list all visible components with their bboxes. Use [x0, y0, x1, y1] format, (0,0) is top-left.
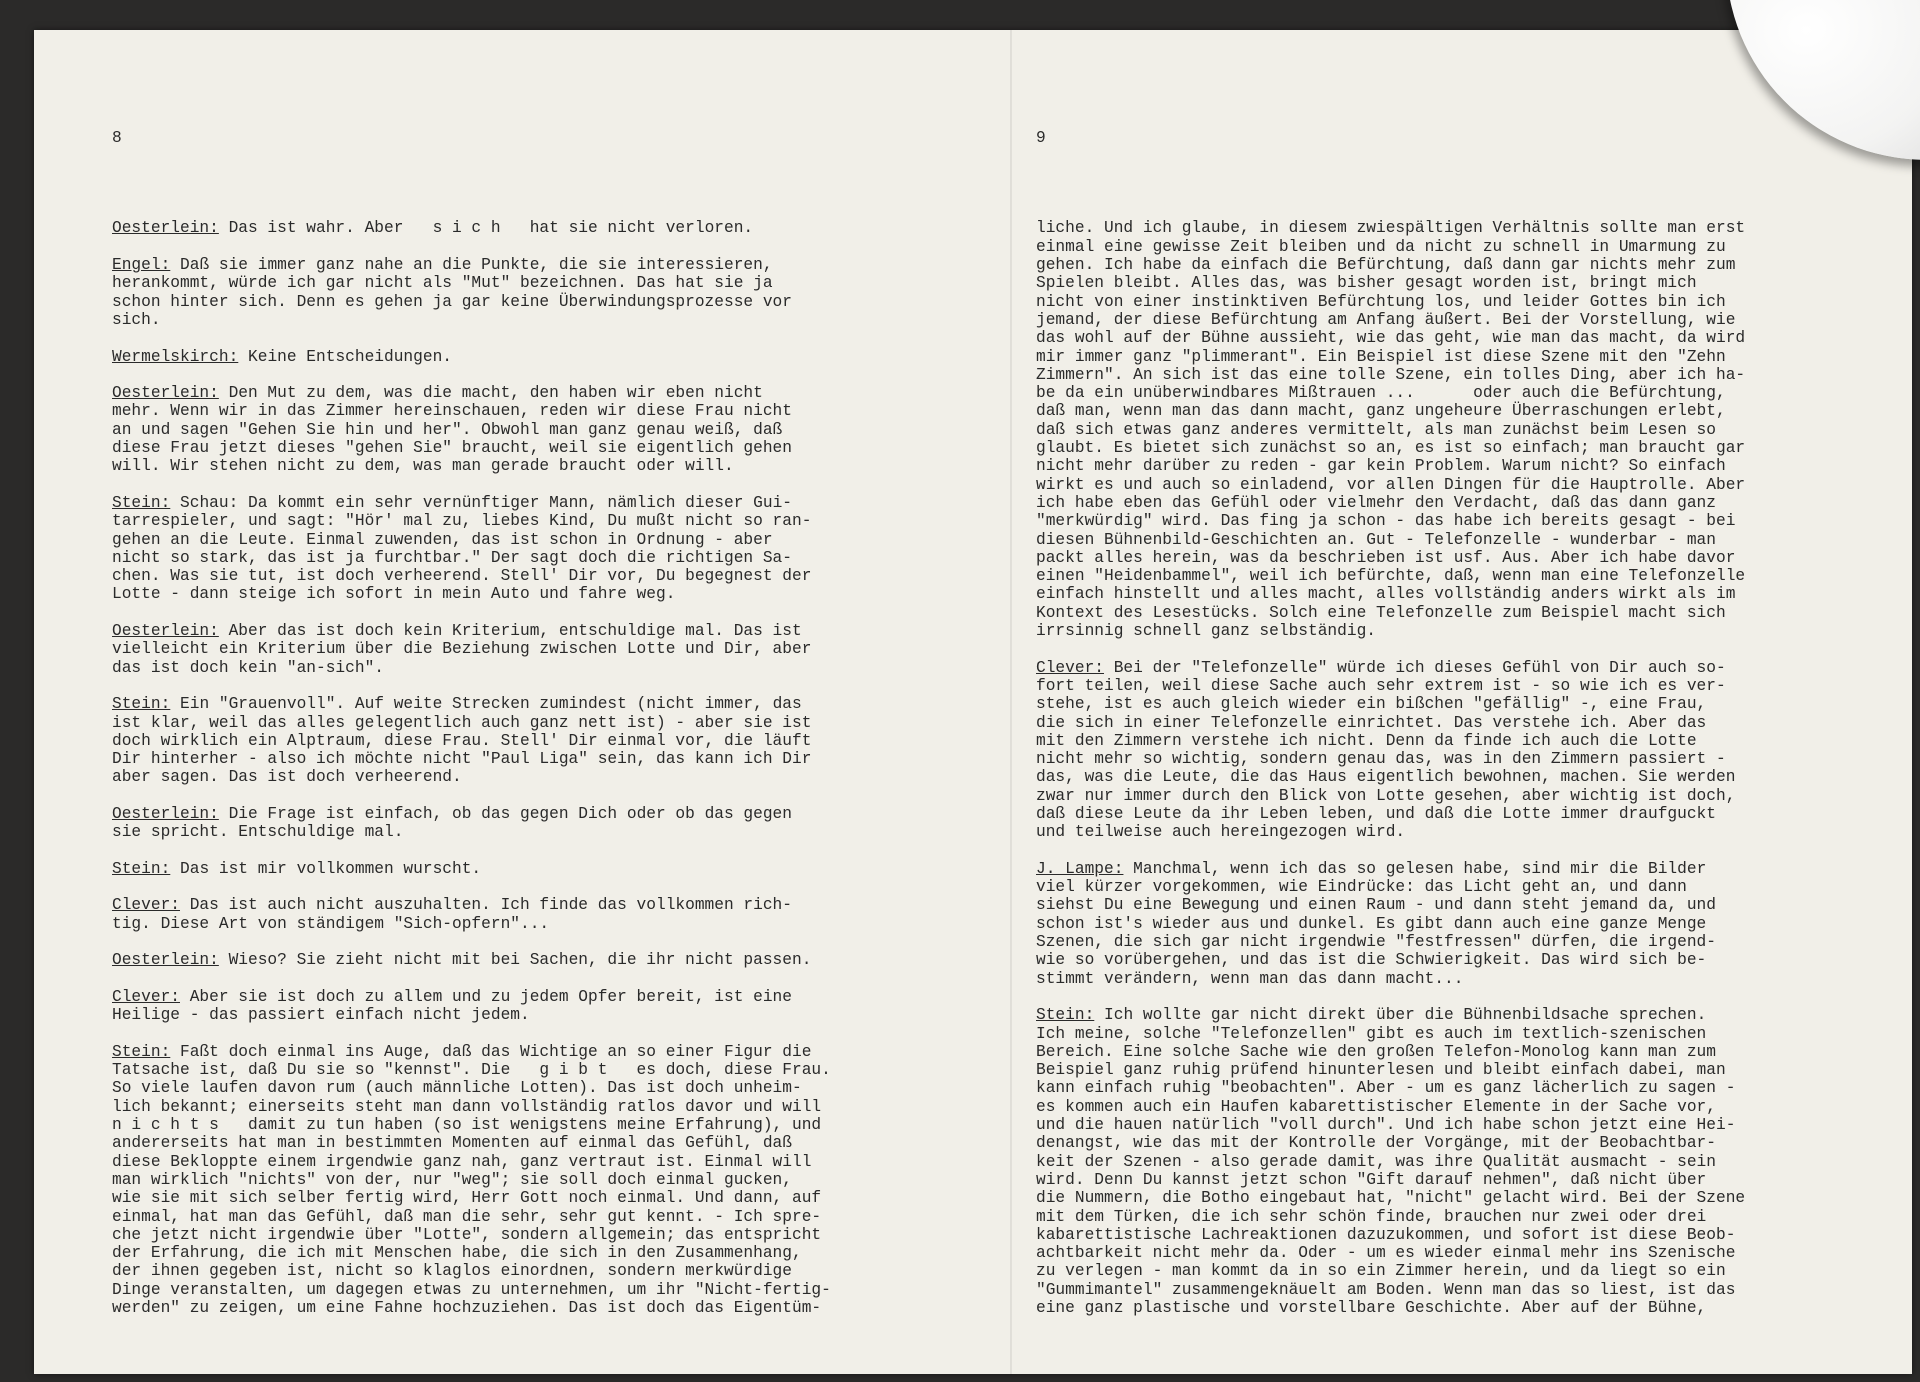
- line-text: daß man, wenn man das dann macht, ganz ungeheure Überraschungen erlebt,: [1036, 402, 1726, 421]
- text-line: [1036, 1006, 1876, 1024]
- line-text: herankommt, würde ich gar nicht als "Mut" bezeichnen. Das hat sie ja: [112, 274, 773, 293]
- line-text: einmal eine gewisse Zeit bleiben und da nicht zu schnell in Umarmung zu: [1036, 237, 1726, 256]
- text-line: [1036, 256, 1876, 274]
- line-text: Die Frage ist einfach, ob das gegen Dich oder ob das gegen: [218, 804, 792, 823]
- line-text: Beispiel ganz ruhig prüfend hinunterlesen und bleibt einfach dabei, man: [1036, 1061, 1726, 1080]
- line-text: Aber sie ist doch zu allem und zu jedem Opfer bereit, ist eine: [180, 987, 792, 1006]
- line-text: nicht mehr so wichtig, sondern genau das, was in den Zimmern passiert -: [1036, 750, 1726, 769]
- text-line: [112, 695, 952, 713]
- line-text: mehr. Wenn wir in das Zimmer hereinschauen, reden wir diese Frau nicht: [112, 402, 792, 421]
- line-text: diese Bekloppte einem irgendwie ganz nah, ganz vertraut ist. Einmal will: [112, 1152, 812, 1171]
- text-line: [112, 274, 952, 292]
- text-line: [1036, 768, 1876, 786]
- text-line: [1036, 659, 1876, 677]
- line-text: lich bekannt; einerseits steht man dann vollständig ratlos davor und will: [112, 1097, 822, 1116]
- text-line: [1036, 1299, 1876, 1317]
- line-text: nicht von einer instinktiven Befürchtung los, und leider Gottes bin ich: [1036, 292, 1726, 311]
- page-number: 9: [1036, 128, 1046, 147]
- line-text: ich habe eben das Gefühl oder vielmehr den Verdacht, daß das dann ganz: [1036, 493, 1716, 512]
- line-text: die Nummern, die Botho eingebaut hat, "nicht" gelacht wird. Bei der Szene: [1036, 1189, 1746, 1208]
- text-line: [112, 421, 952, 439]
- text-line: [1036, 348, 1876, 366]
- text-line: [112, 311, 952, 329]
- text-line: [1036, 750, 1876, 768]
- line-text: Aber das ist doch kein Kriterium, entschuldige mal. Das ist: [218, 622, 802, 641]
- line-text: man wirklich "nichts" von der, nur "weg"; sie soll doch einmal gucken,: [112, 1170, 792, 1189]
- text-line: [1036, 585, 1876, 603]
- line-text: das ist doch kein "an-sich".: [112, 658, 384, 677]
- text-line: [112, 951, 952, 969]
- text-line: [1036, 457, 1876, 475]
- text-line: [1036, 384, 1876, 402]
- text-line: [1036, 1043, 1876, 1061]
- speaker-name: Oesterlein:: [112, 951, 219, 970]
- speaker-name: Stein:: [1036, 1006, 1095, 1025]
- text-line: [112, 1006, 952, 1024]
- speaker-name: Stein:: [112, 695, 171, 714]
- paragraph: [112, 494, 952, 604]
- text-line: [1036, 622, 1876, 640]
- line-text: die sich in einer Telefonzelle einrichtet. Das verstehe ich. Aber das: [1036, 713, 1707, 732]
- speaker-name: Stein:: [112, 493, 171, 512]
- line-text: Schau: Da kommt ein sehr vernünftiger Mann, nämlich dieser Gui-: [170, 493, 792, 512]
- text-line: [1036, 567, 1876, 585]
- text-line: [1036, 1244, 1876, 1262]
- paragraph: [112, 219, 952, 237]
- text-line: [112, 567, 952, 585]
- line-text: kabarettistische Lachreaktionen dazuzukommen, und sofort ist diese Beob-: [1036, 1225, 1736, 1244]
- line-text: wirkt es und auch so einladend, vor allen Dingen für die Hauptrolle. Aber: [1036, 475, 1746, 494]
- text-line: [112, 293, 952, 311]
- text-line: [1036, 329, 1876, 347]
- paragraph: [112, 622, 952, 677]
- paragraph: [112, 860, 952, 878]
- line-text: Das ist wahr. Aber s i c h hat sie nicht verloren.: [218, 219, 754, 238]
- line-text: Kontext des Lesestücks. Solch eine Telefonzelle zum Beispiel macht sich: [1036, 603, 1726, 622]
- paragraph: [1036, 659, 1876, 842]
- text-line: [112, 384, 952, 402]
- line-text: doch wirklich ein Alptraum, diese Frau. Stell' Dir einmal vor, die läuft: [112, 731, 812, 750]
- speaker-name: Clever:: [112, 987, 180, 1006]
- text-line: [112, 1116, 952, 1134]
- line-text: Keine Entscheidungen.: [238, 347, 453, 366]
- paragraph: [112, 988, 952, 1025]
- line-text: Dir hinterher - also ich möchte nicht "Paul Liga" sein, das kann ich Dir: [112, 750, 812, 769]
- line-text: n i c h t s damit zu tun haben (so ist wenigstens meine Erfahrung), und: [112, 1116, 822, 1135]
- left-body: [112, 219, 952, 1317]
- line-text: Heilige - das passiert einfach nicht jedem.: [112, 1006, 530, 1025]
- text-line: [1036, 219, 1876, 237]
- text-line: [112, 860, 952, 878]
- line-text: sich.: [112, 310, 161, 329]
- text-line: [1036, 878, 1876, 896]
- text-line: [112, 805, 952, 823]
- text-line: [112, 1061, 952, 1079]
- text-line: [112, 1262, 952, 1280]
- text-line: [1036, 732, 1876, 750]
- line-text: der ihnen gegeben ist, nicht so klaglos einordnen, sondern merkwürdige: [112, 1262, 792, 1281]
- text-line: [1036, 1226, 1876, 1244]
- line-text: siehst Du eine Bewegung und einen Raum - und dann steht jemand da, und: [1036, 896, 1716, 915]
- line-text: einmal, hat man das Gefühl, daß man die sehr, sehr gut kennt. - Ich spre-: [112, 1207, 822, 1226]
- text-line: [1036, 494, 1876, 512]
- line-text: das, was die Leute, die das Haus eigentlich bewohnen, machen. Sie werden: [1036, 768, 1736, 787]
- text-line: [1036, 1079, 1876, 1097]
- paragraph: [112, 695, 952, 786]
- line-text: jemand, der diese Befürchtung am Anfang äußert. Bei der Vorstellung, wie: [1036, 310, 1736, 329]
- line-text: an und sagen "Gehen Sie hin und her". Obwohl man ganz genau weiß, daß: [112, 420, 783, 439]
- paragraph: [112, 384, 952, 475]
- text-line: [112, 714, 952, 732]
- text-line: [112, 531, 952, 549]
- line-text: Ich wollte gar nicht direkt über die Bühnenbildsache sprechen.: [1094, 1006, 1707, 1025]
- line-text: Ich meine, solche "Telefonzellen" gibt es auch im textlich-szenischen: [1036, 1024, 1707, 1043]
- text-line: [1036, 1208, 1876, 1226]
- text-line: [1036, 1262, 1876, 1280]
- text-line: [1036, 421, 1876, 439]
- line-text: packt alles herein, was da beschrieben ist usf. Aus. Aber ich habe davor: [1036, 548, 1736, 567]
- text-line: [1036, 714, 1876, 732]
- line-text: wie so vorübergehen, und das ist die Schwierigkeit. Das wird sich be-: [1036, 951, 1707, 970]
- speaker-name: Oesterlein:: [112, 384, 219, 403]
- text-line: [112, 494, 952, 512]
- text-line: [1036, 970, 1876, 988]
- line-text: nicht so stark, das ist ja furchtbar." Der sagt doch die richtigen Sa-: [112, 548, 792, 567]
- text-line: [112, 348, 952, 366]
- line-text: Den Mut zu dem, was die macht, den haben wir eben nicht: [218, 384, 763, 403]
- line-text: Das ist auch nicht auszuhalten. Ich finde das vollkommen rich-: [180, 896, 792, 915]
- line-text: schon ist's wieder aus und dunkel. Es gibt dann auch eine ganze Menge: [1036, 914, 1707, 933]
- text-line: [112, 1281, 952, 1299]
- speaker-name: Stein:: [112, 1042, 171, 1061]
- line-text: Faßt doch einmal ins Auge, daß das Wichtige an so einer Figur die: [170, 1042, 812, 1061]
- paragraph: [112, 896, 952, 933]
- text-line: [1036, 1116, 1876, 1134]
- line-text: daß sich etwas ganz anderes vermittelt, als man zunächst beim Lesen so: [1036, 420, 1716, 439]
- line-text: Wieso? Sie zieht nicht mit bei Sachen, die ihr nicht passen.: [218, 951, 812, 970]
- speaker-name: Engel:: [112, 256, 171, 275]
- text-line: [112, 585, 952, 603]
- line-text: Lotte - dann steige ich sofort in mein Auto und fahre weg.: [112, 585, 676, 604]
- text-line: [1036, 1061, 1876, 1079]
- line-text: daß diese Leute da ihr Leben leben, und daß die Lotte immer draufguckt: [1036, 804, 1716, 823]
- line-text: Das ist mir vollkommen wurscht.: [170, 859, 482, 878]
- text-line: [112, 750, 952, 768]
- line-text: "Gummimantel" zusammengeknäuelt am Boden. Wenn man das so liest, ist das: [1036, 1280, 1736, 1299]
- text-line: [112, 622, 952, 640]
- line-text: diese Frau jetzt dieses "gehen Sie" braucht, weil sie eigentlich gehen: [112, 439, 792, 458]
- paragraph: [112, 348, 952, 366]
- text-line: [112, 823, 952, 841]
- speaker-name: Oesterlein:: [112, 219, 219, 238]
- paragraph: [112, 951, 952, 969]
- line-text: das wohl auf der Bühne aussieht, wie das geht, wie man das macht, da wird: [1036, 329, 1746, 348]
- right-body: [1036, 219, 1876, 1317]
- text-line: [112, 219, 952, 237]
- line-text: einen "Heidenbammel", weil ich befürchte, daß, wenn man eine Telefonzelle: [1036, 567, 1746, 586]
- text-line: [112, 457, 952, 475]
- line-text: So viele laufen davon rum (auch männliche Lotten). Das ist doch unheim-: [112, 1079, 802, 1098]
- page-fold: [1010, 30, 1012, 1374]
- line-text: zu verlegen - man kommt da in so ein Zimmer herein, und da liegt so ein: [1036, 1262, 1726, 1281]
- line-text: andererseits hat man in bestimmten Momenten auf einmal das Gefühl, daß: [112, 1134, 792, 1153]
- speaker-name: Wermelskirch:: [112, 347, 239, 366]
- line-text: diesen Bühnenbild-Geschichten an. Gut - Telefonzelle - wunderbar - man: [1036, 530, 1716, 549]
- line-text: Spielen bleibt. Alles das, was bisher gesagt worden ist, bringt mich: [1036, 274, 1697, 293]
- text-line: [1036, 933, 1876, 951]
- text-line: [112, 1299, 952, 1317]
- line-text: mir immer ganz "plimmerant". Ein Beispiel ist diese Szene mit den "Zehn: [1036, 347, 1726, 366]
- line-text: be da ein unüberwindbares Mißtrauen ... oder auch die Befürchtung,: [1036, 384, 1726, 403]
- text-line: [1036, 476, 1876, 494]
- text-line: [112, 439, 952, 457]
- text-line: [112, 1208, 952, 1226]
- line-text: chen. Was sie tut, ist doch verheerend. Stell' Dir vor, Du begegnest der: [112, 567, 812, 586]
- line-text: stehe, ist es auch gleich wieder ein bißchen "gefällig" -, eine Frau,: [1036, 695, 1707, 714]
- line-text: Szenen, die sich gar nicht irgendwie "festfressen" dürfen, die irgend-: [1036, 933, 1716, 952]
- text-line: [1036, 549, 1876, 567]
- line-text: achtbarkeit nicht mehr da. Oder - um es wieder einmal mehr ins Szenische: [1036, 1244, 1736, 1263]
- text-line: [1036, 823, 1876, 841]
- text-line: [1036, 915, 1876, 933]
- line-text: Ein "Grauenvoll". Auf weite Strecken zumindest (nicht immer, das: [170, 695, 802, 714]
- text-line: [1036, 805, 1876, 823]
- line-text: mit dem Türken, die ich sehr schön finde, brauchen nur zwei oder drei: [1036, 1207, 1707, 1226]
- text-line: [1036, 274, 1876, 292]
- paragraph: [112, 1043, 952, 1317]
- text-line: [1036, 604, 1876, 622]
- line-text: ist klar, weil das alles gelegentlich auch ganz nett ist) - aber sie ist: [112, 713, 812, 732]
- line-text: wird. Denn Du kannst jetzt schon "Gift darauf nehmen", daß nicht über: [1036, 1170, 1707, 1189]
- paragraph: [1036, 860, 1876, 988]
- line-text: will. Wir stehen nicht zu dem, was man gerade braucht oder will.: [112, 457, 734, 476]
- right-page: [1036, 92, 1876, 1354]
- text-line: [1036, 1153, 1876, 1171]
- line-text: Bei der "Telefonzelle" würde ich dieses Gefühl von Dir auch so-: [1104, 658, 1726, 677]
- line-text: Daß sie immer ganz nahe an die Punkte, die sie interessieren,: [170, 256, 773, 275]
- line-text: tig. Diese Art von ständigem "Sich-opfern"...: [112, 914, 550, 933]
- line-text: denangst, wie das mit der Kontrolle der Vorgänge, mit der Beobachtbar-: [1036, 1134, 1716, 1153]
- text-line: [1036, 1098, 1876, 1116]
- text-line: [1036, 896, 1876, 914]
- line-text: mit den Zimmern verstehe ich nicht. Denn da finde ich auch die Lotte: [1036, 731, 1697, 750]
- text-line: [112, 1244, 952, 1262]
- paragraph: [1036, 1006, 1876, 1317]
- speaker-name: Stein:: [112, 859, 171, 878]
- paragraph: [112, 805, 952, 842]
- text-line: [112, 659, 952, 677]
- text-line: [1036, 311, 1876, 329]
- text-line: [112, 896, 952, 914]
- speaker-name: Oesterlein:: [112, 804, 219, 823]
- line-text: tarrespieler, und sagt: "Hör' mal zu, liebes Kind, Du mußt nicht so ran-: [112, 512, 812, 531]
- text-line: [1036, 787, 1876, 805]
- text-line: [112, 1153, 952, 1171]
- text-line: [112, 1171, 952, 1189]
- text-line: [1036, 1025, 1876, 1043]
- line-text: schon hinter sich. Denn es gehen ja gar keine Überwindungsprozesse vor: [112, 292, 792, 311]
- text-line: [1036, 238, 1876, 256]
- text-line: [112, 1189, 952, 1207]
- text-line: [1036, 1189, 1876, 1207]
- line-text: vielleicht ein Kriterium über die Beziehung zwischen Lotte und Dir, aber: [112, 640, 812, 659]
- line-text: fort teilen, weil diese Sache auch sehr extrem ist - so wie ich es ver-: [1036, 676, 1726, 695]
- speaker-name: Clever:: [1036, 658, 1104, 677]
- line-text: glaubt. Es bietet sich zunächst so an, es ist so einfach; man braucht gar: [1036, 439, 1746, 458]
- line-text: che jetzt nicht irgendwie über "Lotte", sondern allgemein; das entspricht: [112, 1225, 822, 1244]
- text-line: [112, 1098, 952, 1116]
- text-line: [1036, 1134, 1876, 1152]
- paragraph: [1036, 219, 1876, 640]
- text-line: [112, 1079, 952, 1097]
- line-text: Zimmern". An sich ist das eine tolle Szene, ein tolles Ding, aber ich ha-: [1036, 365, 1746, 384]
- line-text: zwar nur immer durch den Blick von Lotte gesehen, aber wichtig ist doch,: [1036, 786, 1736, 805]
- text-line: [1036, 677, 1876, 695]
- text-line: [1036, 402, 1876, 420]
- page-number: 8: [112, 128, 122, 147]
- text-line: [112, 732, 952, 750]
- text-line: [112, 256, 952, 274]
- text-line: [112, 915, 952, 933]
- line-text: Manchmal, wenn ich das so gelesen habe, sind mir die Bilder: [1123, 859, 1707, 878]
- line-text: irrsinnig schnell ganz selbständig.: [1036, 622, 1376, 641]
- text-line: [112, 402, 952, 420]
- text-line: [1036, 951, 1876, 969]
- line-text: gehen an die Leute. Einmal zuwenden, das ist schon in Ordnung - aber: [112, 530, 773, 549]
- text-line: [112, 1134, 952, 1152]
- line-text: liche. Und ich glaube, in diesem zwiespältigen Verhältnis sollte man erst: [1036, 219, 1746, 238]
- text-line: [1036, 1281, 1876, 1299]
- line-text: sie spricht. Entschuldige mal.: [112, 823, 404, 842]
- text-line: [112, 1226, 952, 1244]
- text-line: [1036, 531, 1876, 549]
- text-line: [1036, 366, 1876, 384]
- text-line: [1036, 860, 1876, 878]
- line-text: einfach hinstellt und alles macht, alles vollständig anders wirkt als im: [1036, 585, 1736, 604]
- line-text: Dinge veranstalten, um dagegen etwas zu unternehmen, um ihr "Nicht-fertig-: [112, 1280, 831, 1299]
- line-text: viel kürzer vorgekommen, wie Eindrücke: das Licht geht an, und dann: [1036, 878, 1687, 897]
- text-line: [112, 512, 952, 530]
- line-text: und teilweise auch hereingezogen wird.: [1036, 823, 1406, 842]
- line-text: es kommen auch ein Haufen kabarettistischer Elemente in der Sache vor,: [1036, 1097, 1716, 1116]
- speaker-name: Clever:: [112, 896, 180, 915]
- text-line: [112, 1043, 952, 1061]
- text-line: [1036, 293, 1876, 311]
- left-page: [112, 92, 952, 1354]
- text-line: [112, 988, 952, 1006]
- line-text: wie sie mit sich selber fertig wird, Herr Gott noch einmal. Und dann, auf: [112, 1189, 822, 1208]
- text-line: [1036, 695, 1876, 713]
- line-text: kann einfach ruhig "beobachten". Aber - um es ganz lächerlich zu sagen -: [1036, 1079, 1736, 1098]
- text-line: [1036, 439, 1876, 457]
- line-text: gehen. Ich habe da einfach die Befürchtung, daß dann gar nichts mehr zum: [1036, 256, 1736, 275]
- paragraph: [112, 256, 952, 329]
- speaker-name: Oesterlein:: [112, 622, 219, 641]
- line-text: nicht mehr darüber zu reden - gar kein Problem. Warum nicht? So einfach: [1036, 457, 1726, 476]
- text-line: [112, 549, 952, 567]
- text-line: [112, 640, 952, 658]
- line-text: Bereich. Eine solche Sache wie den großen Telefon-Monolog kann man zum: [1036, 1042, 1716, 1061]
- line-text: "merkwürdig" wird. Das fing ja schon - das habe ich bereits gesagt - bei: [1036, 512, 1736, 531]
- line-text: werden" zu zeigen, um eine Fahne hochzuziehen. Das ist doch das Eigentüm-: [112, 1299, 822, 1317]
- line-text: stimmt verändern, wenn man das dann macht...: [1036, 969, 1464, 988]
- speaker-name: J. Lampe:: [1036, 859, 1124, 878]
- line-text: der Erfahrung, die ich mit Menschen habe, die sich in den Zusammenhang,: [112, 1244, 802, 1263]
- line-text: eine ganz plastische und vorstellbare Geschichte. Aber auf der Bühne,: [1036, 1299, 1707, 1317]
- line-text: Tatsache ist, daß Du sie so "kennst". Die g i b t es doch, diese Frau.: [112, 1061, 831, 1080]
- text-line: [112, 768, 952, 786]
- text-line: [1036, 512, 1876, 530]
- line-text: und die hauen natürlich "voll durch". Und ich habe schon jetzt eine Hei-: [1036, 1116, 1736, 1135]
- text-line: [1036, 1171, 1876, 1189]
- line-text: aber sagen. Das ist doch verheerend.: [112, 768, 462, 787]
- line-text: keit der Szenen - also gerade damit, was ihre Qualität ausmacht - sein: [1036, 1152, 1716, 1171]
